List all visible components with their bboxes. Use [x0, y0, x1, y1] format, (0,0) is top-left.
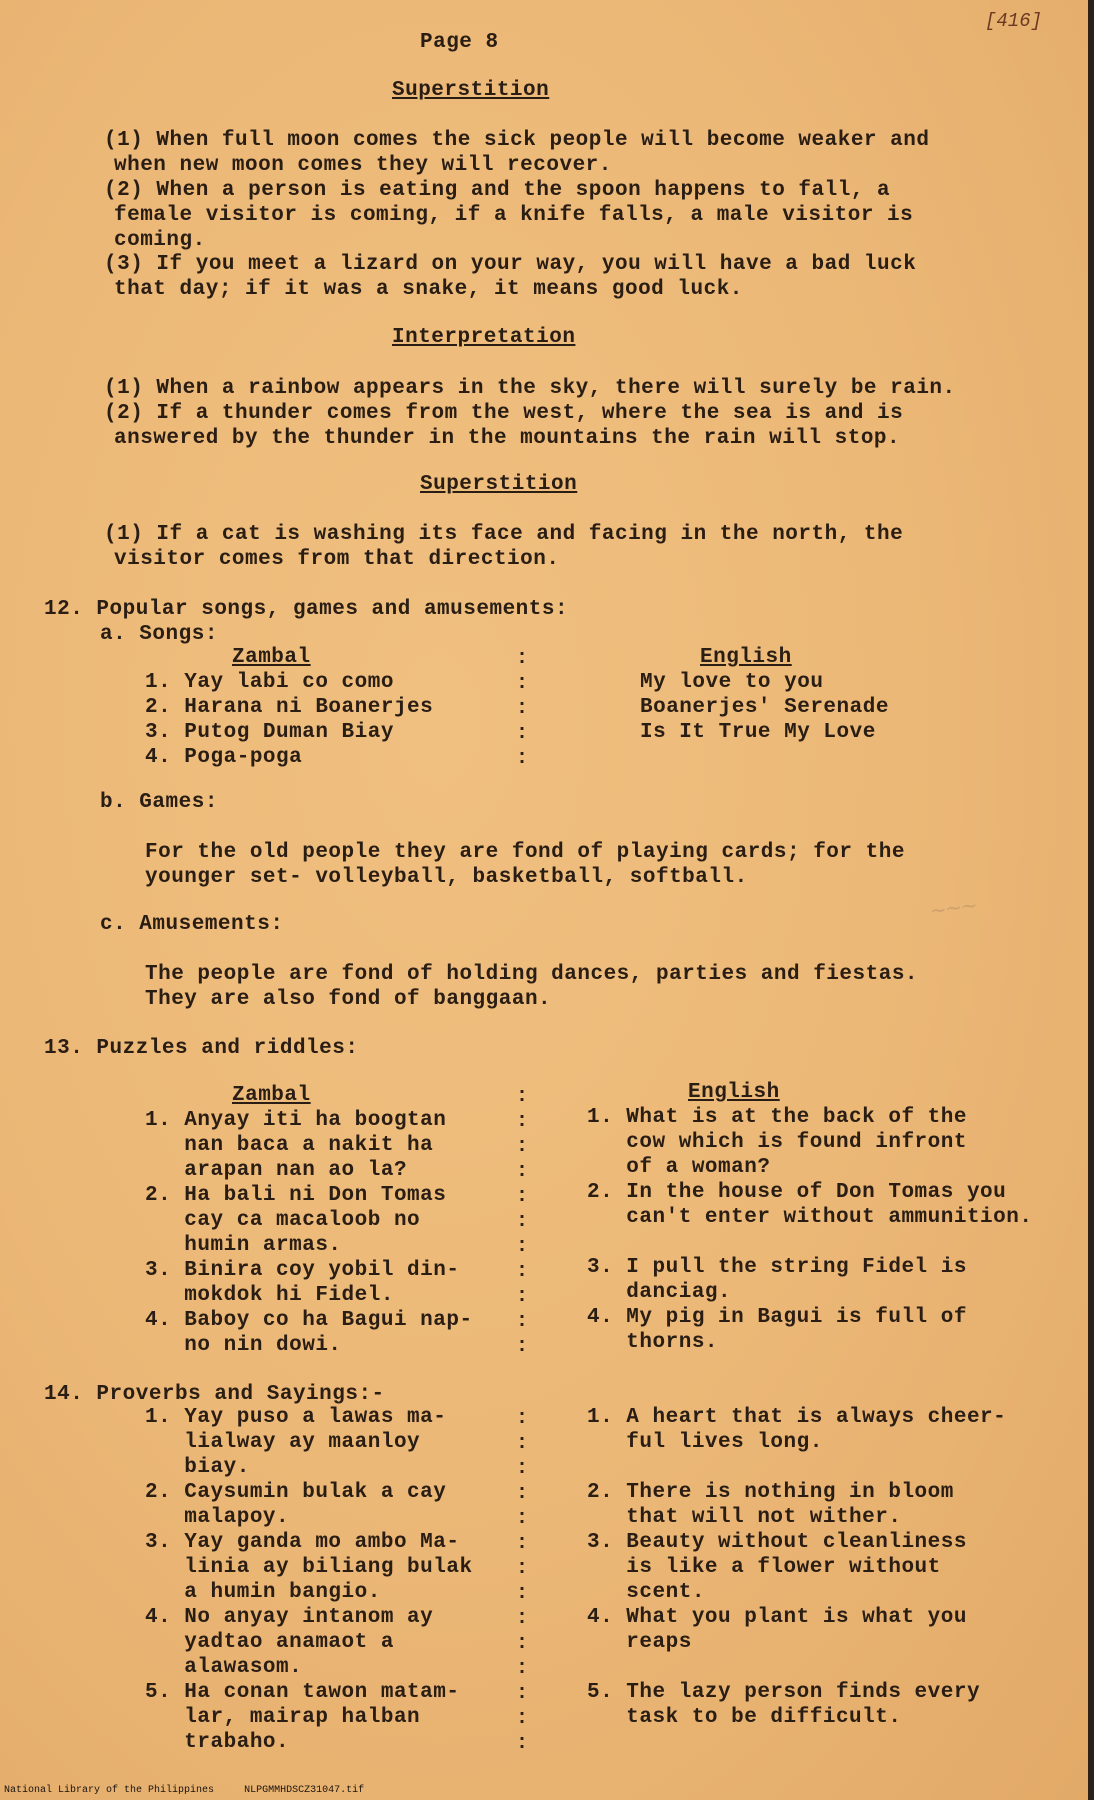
superstition1-line: that day; if it was a snake, it means good luck. — [114, 278, 743, 301]
songs-label: a. Songs: — [100, 623, 218, 646]
riddle-english: thorns. — [587, 1331, 719, 1354]
amusements-line: The people are fond of holding dances, parties and fiestas. — [145, 963, 919, 986]
song-english: Boanerjes' Serenade — [640, 696, 889, 719]
proverb-english: 1. A heart that is always cheer- — [587, 1406, 1007, 1429]
column-separator: : — [516, 1160, 529, 1183]
proverb-zambal: 2. Caysumin bulak a cay — [145, 1481, 447, 1504]
riddle-english: can't enter without ammunition. — [587, 1206, 1033, 1229]
amusements-line: They are also fond of banggaan. — [145, 988, 552, 1011]
column-separator: : — [516, 1285, 529, 1308]
column-separator: : — [516, 1532, 529, 1555]
section14-title: 14. Proverbs and Sayings:- — [44, 1383, 385, 1406]
amusements-label: c. Amusements: — [100, 913, 284, 936]
column-separator: : — [516, 1732, 529, 1755]
column-separator: : — [516, 672, 529, 695]
superstition1-line: (2) When a person is eating and the spoon happens to fall, a — [104, 179, 891, 202]
riddle-english: of a woman? — [587, 1156, 771, 1179]
proverb-zambal: yadtao anamaot a — [145, 1631, 394, 1654]
column-separator: : — [516, 647, 529, 670]
interpretation-line: answered by the thunder in the mountains the rain will stop. — [114, 427, 901, 450]
proverb-english: reaps — [587, 1631, 692, 1654]
games-line: For the old people they are fond of playing cards; for the — [145, 841, 905, 864]
riddle-english: 1. What is at the back of the — [587, 1106, 967, 1129]
proverb-english: is like a flower without — [587, 1556, 941, 1579]
column-separator: : — [516, 747, 529, 770]
riddle-english: 2. In the house of Don Tomas you — [587, 1181, 1007, 1204]
songs-english-header: English — [700, 646, 792, 669]
section13-title: 13. Puzzles and riddles: — [44, 1037, 359, 1060]
column-separator: : — [516, 697, 529, 720]
proverb-zambal: 4. No anyay intanom ay — [145, 1606, 434, 1629]
column-separator: : — [516, 1657, 529, 1680]
column-separator: : — [516, 1482, 529, 1505]
proverb-zambal: a humin bangio. — [145, 1581, 381, 1604]
proverb-english: 3. Beauty without cleanliness — [587, 1531, 967, 1554]
faint-signature: ~~~ — [928, 891, 979, 929]
footer-library: National Library of the Philippines — [4, 1785, 215, 1796]
song-english: My love to you — [640, 671, 824, 694]
proverb-english: 2. There is nothing in bloom — [587, 1481, 954, 1504]
riddles-zambal-header: Zambal — [232, 1084, 311, 1107]
games-line: younger set- volleyball, basketball, softball. — [145, 866, 748, 889]
column-separator: : — [516, 1210, 529, 1233]
song-zambal: 4. Poga-poga — [145, 746, 303, 769]
section12-title: 12. Popular songs, games and amusements: — [44, 598, 569, 621]
column-separator: : — [516, 1507, 529, 1530]
proverb-english: task to be difficult. — [587, 1706, 902, 1729]
column-separator: : — [516, 1135, 529, 1158]
column-separator: : — [516, 1632, 529, 1655]
song-zambal: 2. Harana ni Boanerjes — [145, 696, 434, 719]
column-separator: : — [516, 1310, 529, 1333]
column-separator: : — [516, 1557, 529, 1580]
songs-zambal-header: Zambal — [232, 646, 311, 669]
riddle-english: danciag. — [587, 1281, 732, 1304]
footer-file: NLPGMMHDSCZ31047.tif — [244, 1785, 365, 1796]
column-separator: : — [516, 1085, 529, 1108]
superstition1-line: (1) When full moon comes the sick people will become weaker and — [104, 129, 930, 152]
riddle-zambal: nan baca a nakit ha — [145, 1134, 434, 1157]
riddle-zambal: cay ca macaloob no — [145, 1209, 421, 1232]
proverb-zambal: malapoy. — [145, 1506, 290, 1529]
archive-number: [416] — [985, 10, 1043, 32]
proverb-english: 4. What you plant is what you — [587, 1606, 967, 1629]
superstition2-line: (1) If a cat is washing its face and facing in the north, the — [104, 523, 904, 546]
proverb-english: scent. — [587, 1581, 705, 1604]
riddles-english-header: English — [688, 1081, 780, 1104]
scan-edge — [1088, 0, 1094, 1800]
song-english: Is It True My Love — [640, 721, 876, 744]
column-separator: : — [516, 1432, 529, 1455]
superstition1-line: (3) If you meet a lizard on your way, you will have a bad luck — [104, 253, 917, 276]
proverb-english: that will not wither. — [587, 1506, 902, 1529]
riddle-zambal: humin armas. — [145, 1234, 342, 1257]
games-label: b. Games: — [100, 791, 218, 814]
column-separator: : — [516, 1707, 529, 1730]
column-separator: : — [516, 1110, 529, 1133]
proverb-zambal: 5. Ha conan tawon matam- — [145, 1681, 460, 1704]
column-separator: : — [516, 1235, 529, 1258]
column-separator: : — [516, 1457, 529, 1480]
riddle-zambal: arapan nan ao la? — [145, 1159, 408, 1182]
proverb-english: 5. The lazy person finds every — [587, 1681, 981, 1704]
superstition-heading-1: Superstition — [392, 79, 550, 102]
superstition1-line: female visitor is coming, if a knife falls, a male visitor is — [114, 204, 914, 227]
superstition1-line: coming. — [114, 229, 206, 252]
riddle-zambal: 4. Baboy co ha Bagui nap- — [145, 1309, 473, 1332]
column-separator: : — [516, 1407, 529, 1430]
column-separator: : — [516, 1185, 529, 1208]
song-zambal: 1. Yay labi co como — [145, 671, 394, 694]
column-separator: : — [516, 1335, 529, 1358]
proverb-zambal: 3. Yay ganda mo ambo Ma- — [145, 1531, 460, 1554]
interpretation-line: (2) If a thunder comes from the west, where the sea is and is — [104, 402, 904, 425]
proverb-zambal: 1. Yay puso a lawas ma- — [145, 1406, 447, 1429]
superstition2-line: visitor comes from that direction. — [114, 548, 560, 571]
riddle-english: cow which is found infront — [587, 1131, 967, 1154]
column-separator: : — [516, 1607, 529, 1630]
interpretation-heading: Interpretation — [392, 326, 576, 349]
song-zambal: 3. Putog Duman Biay — [145, 721, 394, 744]
riddle-zambal: no nin dowi. — [145, 1334, 342, 1357]
proverb-zambal: trabaho. — [145, 1731, 290, 1754]
riddle-zambal: 2. Ha bali ni Don Tomas — [145, 1184, 447, 1207]
column-separator: : — [516, 1260, 529, 1283]
riddle-zambal: mokdok hi Fidel. — [145, 1284, 394, 1307]
proverb-zambal: alawasom. — [145, 1656, 303, 1679]
proverb-zambal: biay. — [145, 1456, 250, 1479]
page-label: Page 8 — [420, 31, 499, 54]
riddle-zambal: 3. Binira coy yobil din- — [145, 1259, 460, 1282]
riddle-english: 4. My pig in Bagui is full of — [587, 1306, 967, 1329]
scan-footer — [4, 1785, 364, 1796]
proverb-zambal: lar, mairap halban — [145, 1706, 421, 1729]
riddle-zambal: 1. Anyay iti ha boogtan — [145, 1109, 447, 1132]
interpretation-line: (1) When a rainbow appears in the sky, there will surely be rain. — [104, 377, 956, 400]
column-separator: : — [516, 722, 529, 745]
riddle-english: 3. I pull the string Fidel is — [587, 1256, 967, 1279]
superstition-heading-2: Superstition — [420, 473, 578, 496]
proverb-zambal: linia ay biliang bulak — [145, 1556, 473, 1579]
proverb-english: ful lives long. — [587, 1431, 823, 1454]
superstition1-line: when new moon comes they will recover. — [114, 154, 612, 177]
column-separator: : — [516, 1582, 529, 1605]
column-separator: : — [516, 1682, 529, 1705]
proverb-zambal: lialway ay maanloy — [145, 1431, 421, 1454]
